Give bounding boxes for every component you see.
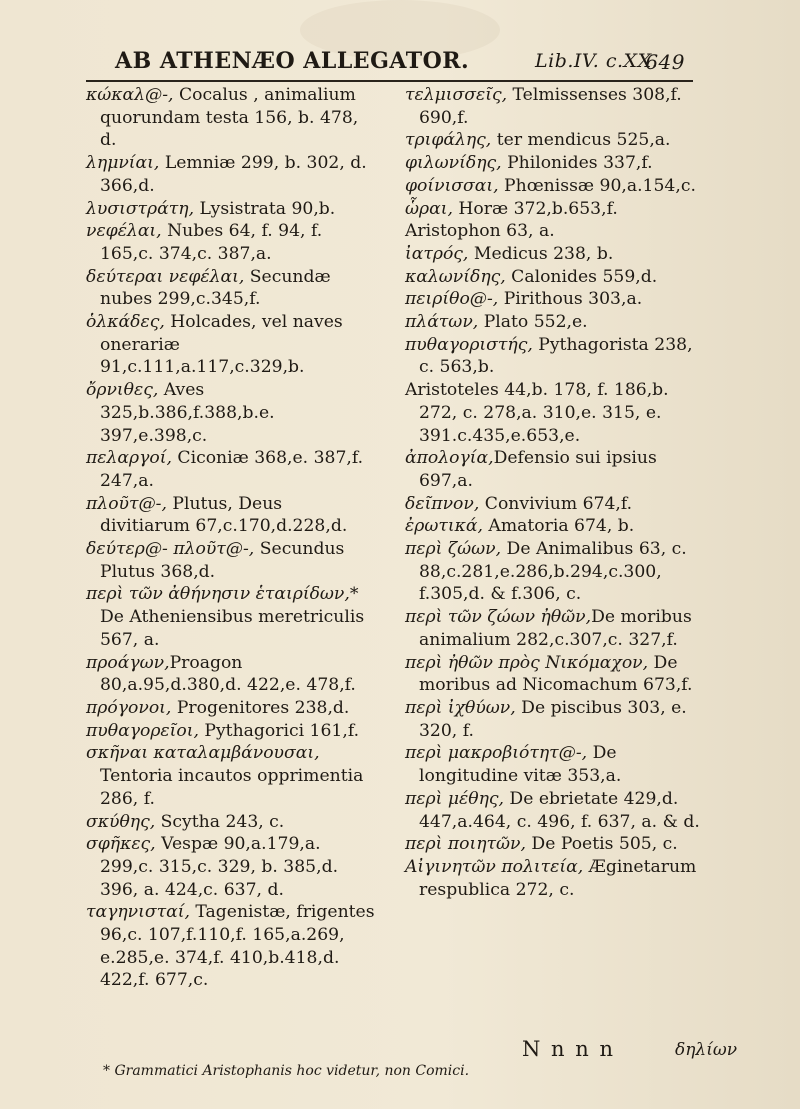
index-entry: δεύτεραι νεφέλαι, Secundæ nubes 299,c.345,f. (86, 266, 331, 310)
index-entry: λυσιστράτη, Lysistrata 90,b. (86, 198, 336, 219)
book-chapter-reference: Lib.IV. c.XX. (535, 50, 659, 72)
index-entry: περὶ ἠθῶν πρὸς Νικόμαχον, De moribus ad Nicomachum 673,f. (405, 652, 693, 696)
index-entry: ὁλκάδες, Holcades, vel naves onerariæ 91,c.111,a.117,c.329,b. (86, 312, 343, 378)
index-entry: περὶ μέθης, De ebrietate 429,d. 447,a.464, c. 496, f. 637, a. & d. (405, 788, 700, 832)
index-entry: Αἰγινητῶν πολιτεία, Æginetarum respublica 272, c. (405, 856, 697, 900)
index-entry: σκῆναι καταλαμβάνουσαι, Tentoria incautos opprimentia 286, f. (86, 743, 364, 809)
catchword: δηλίων (675, 1040, 738, 1060)
index-entry: περὶ ἰχθύων, De piscibus 303, e. 320, f. (405, 697, 687, 741)
right-index-column (405, 84, 700, 901)
index-entry: περὶ ποιητῶν, De Poetis 505, c. (405, 834, 678, 855)
index-entry: περὶ μακροβιότητ@-, De longitudine vitæ 353,a. (405, 743, 622, 787)
index-entry: πειρίθο@-, Pirithous 303,a. (405, 289, 643, 310)
index-entry: λημνίαι, Lemniæ 299, b. 302, d. 366,d. (86, 153, 367, 196)
index-entry: σκύθης, Scytha 243, c. (86, 811, 285, 832)
index-entry: περὶ τῶν ἀθήνησιν ἑταιρίδων,* De Atheniensibus meretriculis 567, a. (86, 584, 365, 650)
running-title: AB ATHENÆO ALLEGATOR. (115, 48, 470, 74)
index-entry: ὧραι, Horæ 372,b.653,f. (405, 198, 618, 219)
index-entry: πλοῦτ@-, Plutus, Deus divitiarum 67,c.170,d.228,d. (86, 493, 348, 537)
index-entry: πρόγονοι, Progenitores 238,d. (86, 697, 350, 718)
index-entry: δεύτερ@- πλοῦτ@-, Secundus Plutus 368,d. (86, 539, 345, 582)
index-entry: τριφάλης, ter mendicus 525,a. (405, 130, 671, 151)
index-entry: κώκαλ@-, Cocalus , animalium quorundam testa 156, b. 478, d. (86, 85, 359, 151)
index-entry: περὶ ζώων, De Animalibus 63, c. 88,c.281,e.286,b.294,c.300, f.305,d. & f.306, c. (405, 539, 687, 605)
footnote: * Grammatici Aristophanis hoc videtur, non Comici. (103, 1063, 470, 1079)
running-header (115, 48, 685, 80)
index-entry: νεφέλαι, Nubes 64, f. 94, f. 165,c. 374,c. 387,a. (86, 221, 323, 264)
index-entry: πυθαγοριστής, Pythagorista 238, c. 563,b. (405, 334, 693, 378)
index-entry: προάγων,Proagon 80,a.95,d.380,d. 422,e. 478,f. (86, 652, 356, 696)
index-entry: περὶ τῶν ζώων ἠθῶν,De moribus animalium 282,c.307,c. 327,f. (405, 607, 692, 650)
index-entry: τελμισσεῖς, Telmissenses 308,f. 690,f. (405, 85, 682, 128)
index-entry: πλάτων, Plato 552,e. (405, 312, 588, 333)
index-entry: δεῖπνον, Convivium 674,f. (405, 493, 633, 514)
index-entry: πυθαγορεῖοι, Pythagorici 161,f. (86, 720, 360, 741)
index-entry: φοίνισσαι, Phœnissæ 90,a.154,c. (405, 175, 696, 196)
page-number: 649 (645, 50, 685, 74)
header-rule (86, 80, 693, 82)
index-entry: φιλωνίδης, Philonides 337,f. (405, 153, 653, 174)
left-index-column (86, 84, 376, 992)
index-entry: σφῆκες, Vespæ 90,a.179,a. 299,c. 315,c. 329, b. 385,d. 396, a. 424,c. 637, d. (86, 834, 339, 900)
index-entry: ἰατρός, Medicus 238, b. (405, 243, 614, 264)
index-entry: ἐρωτικά, Amatoria 674, b. (405, 516, 635, 537)
index-entry: Aristoteles 44,b. 178, f. 186,b. 272, c. 278,a. 310,e. 315, e. 391.c.435,e.653,e. (405, 380, 669, 446)
index-entry: ἀπολογία,Defensio sui ipsius 697,a. (405, 448, 657, 491)
index-entry: πελαργοί, Ciconiæ 368,e. 387,f. 247,a. (86, 448, 364, 491)
index-entry: Aristophon 63, a. (405, 221, 555, 242)
signature-mark: N n n n (522, 1037, 615, 1061)
index-entry: ὄρνιθες, Aves 325,b.386,f.388,b.e. 397,e.398,c. (86, 380, 275, 446)
index-entry: καλωνίδης, Calonides 559,d. (405, 266, 658, 287)
index-entry: ταγηνισταί, Tagenistæ, frigentes 96,c. 107,f.110,f. 165,a.269, e.285,e. 374,f. 410,b.418,d. 422,f. 677,c. (86, 902, 375, 991)
